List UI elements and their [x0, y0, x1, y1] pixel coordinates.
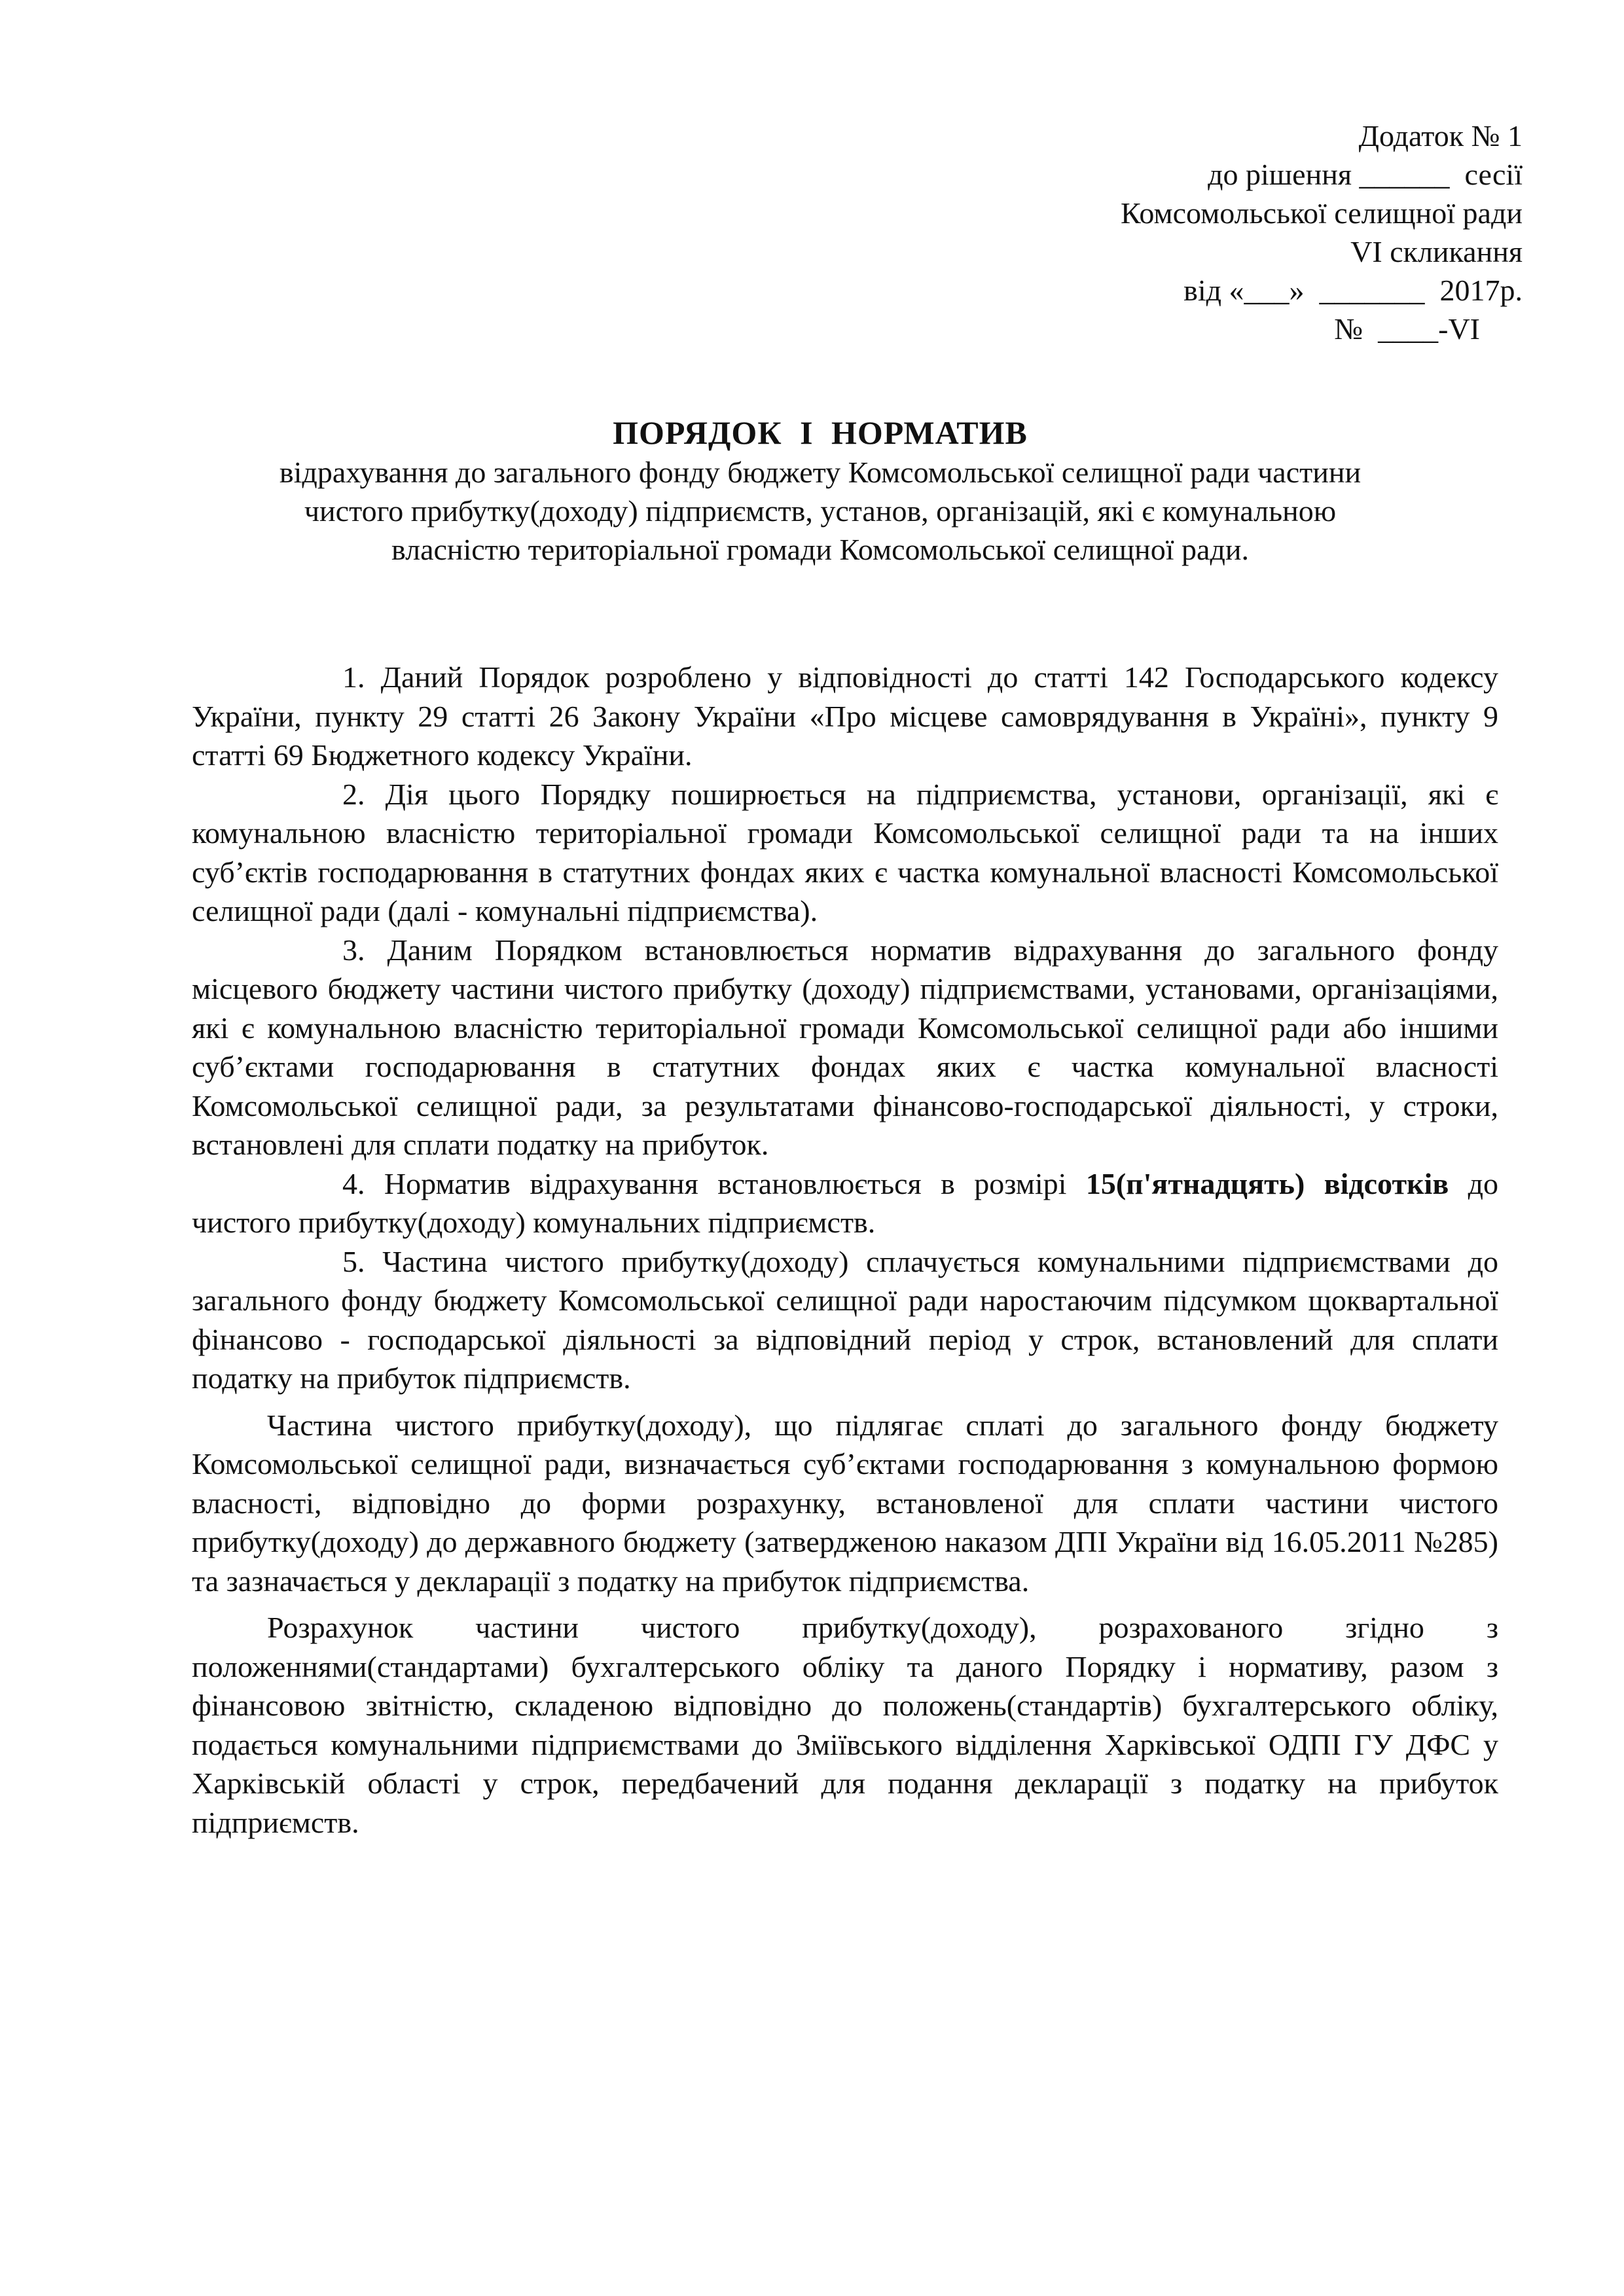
header-line-council: Комсомольської селищної ради [1120, 196, 1523, 230]
header-line-decision: до рішення ______ сесії [1208, 158, 1523, 191]
paragraph-3 [192, 931, 1498, 1164]
subtitle-line: чистого прибутку(доходу) підприємств, установ, організацій, які є комунальною [304, 494, 1337, 528]
header-line-date: від «___» _______ 2017р. [1183, 274, 1523, 307]
document-title: ПОРЯДОК І НОРМАТИВ [613, 414, 1028, 451]
document-body [192, 658, 1498, 1842]
paragraph-number: 1. [342, 660, 365, 694]
paragraph-1 [192, 658, 1498, 775]
paragraph-calculation: Розрахунок частини чистого прибутку(доходу), розрахованого згідно з положеннями(стандартами) бухгалтерського обліку та даного Порядку і нормативу, разом з фінансовою звітністю, складеною відповідно до положень(стандартів) бухгалтерського обліку, подається комунальними підприємствами до Зміївського відділення Харківської ОДПІ ГУ ДФС у Харківській області у строк, передбачений для подання декларації з податку на прибуток підприємств. [192, 1611, 1498, 1839]
header-line-appendix: Додаток № 1 [1358, 119, 1523, 152]
paragraph-text: Частина чистого прибутку(доходу) сплачується комунальними підприємствами до загального фонду бюджету Комсомольської селищної ради наростаючим підсумком щоквартальної фінансово - господарської діяльності за відповідний період у строк, встановлений для сплати податку на прибуток підприємств. [192, 1244, 1499, 1395]
paragraph-text: Даний Порядок розроблено у відповідності до статті 142 Господарського кодексу України, пункту 29 статті 26 Закону України «Про місцеве самоврядування в Україні», пункту 9 статті 69 Бюджетного кодексу України. [192, 660, 1498, 772]
paragraph-text: Даним Порядком встановлюється норматив відрахування до загального фонду місцевого бюджету частини чистого прибутку (доходу) підприємствами, установами, організаціями, які є комунальною власністю територіальної громади Комсомольської селищної ради або іншими суб’єктами господарювання в статутних фондах яких є частка комунальної власності Комсомольської селищної ради, за результатами фінансово-господарської діяльності, у строки, встановлені для сплати податку на прибуток. [192, 933, 1498, 1161]
paragraph-2 [192, 775, 1498, 931]
paragraph-profit-share: Частина чистого прибутку(доходу), що підлягає сплаті до загального фонду бюджету Комсомольської селищної ради, визначається суб’єктами господарювання з комунальною формою власності, відповідно до форми розрахунку, встановленої для сплати частини чистого прибутку(доходу) до державного бюджету (затвердженою наказом ДПІ України від 16.05.2011 №285) та зазначається у декларації з податку на прибуток підприємства. [192, 1408, 1498, 1598]
paragraph-5 [192, 1242, 1498, 1398]
document-subtitle [190, 453, 1451, 569]
paragraph-number: 4. [342, 1166, 365, 1200]
header-line-convocation: VI скликання [1350, 235, 1523, 268]
header-line-number: № ____-VI [1334, 312, 1480, 346]
paragraph-text: Норматив відрахування встановлюється в розмірі [384, 1166, 1086, 1200]
paragraph-4 [192, 1164, 1498, 1242]
paragraph-text: до чистого прибутку(доходу) комунальних підприємств. [192, 1166, 1498, 1239]
appendix-header [1121, 117, 1523, 348]
subtitle-line: відрахування до загального фонду бюджету Комсомольської селищної ради частини [279, 456, 1362, 489]
paragraph-bold-rate: 15(п'ятнадцять) відсотків [1085, 1166, 1449, 1200]
title-block [190, 412, 1451, 569]
paragraph-number: 5. [342, 1244, 365, 1278]
paragraph-text: Дія цього Порядку поширюється на підприємства, установи, організації, які є комунальною власністю територіальної громади Комсомольської селищної ради та на інших суб’єктів господарювання в статутних фондах яких є частка комунальної власності Комсомольської селищної ради (далі - комунальні підприємства). [192, 777, 1498, 927]
subtitle-line: власністю територіальної громади Комсомольської селищної ради. [391, 533, 1249, 566]
paragraph-number: 3. [342, 933, 365, 967]
paragraph-number: 2. [342, 777, 365, 811]
